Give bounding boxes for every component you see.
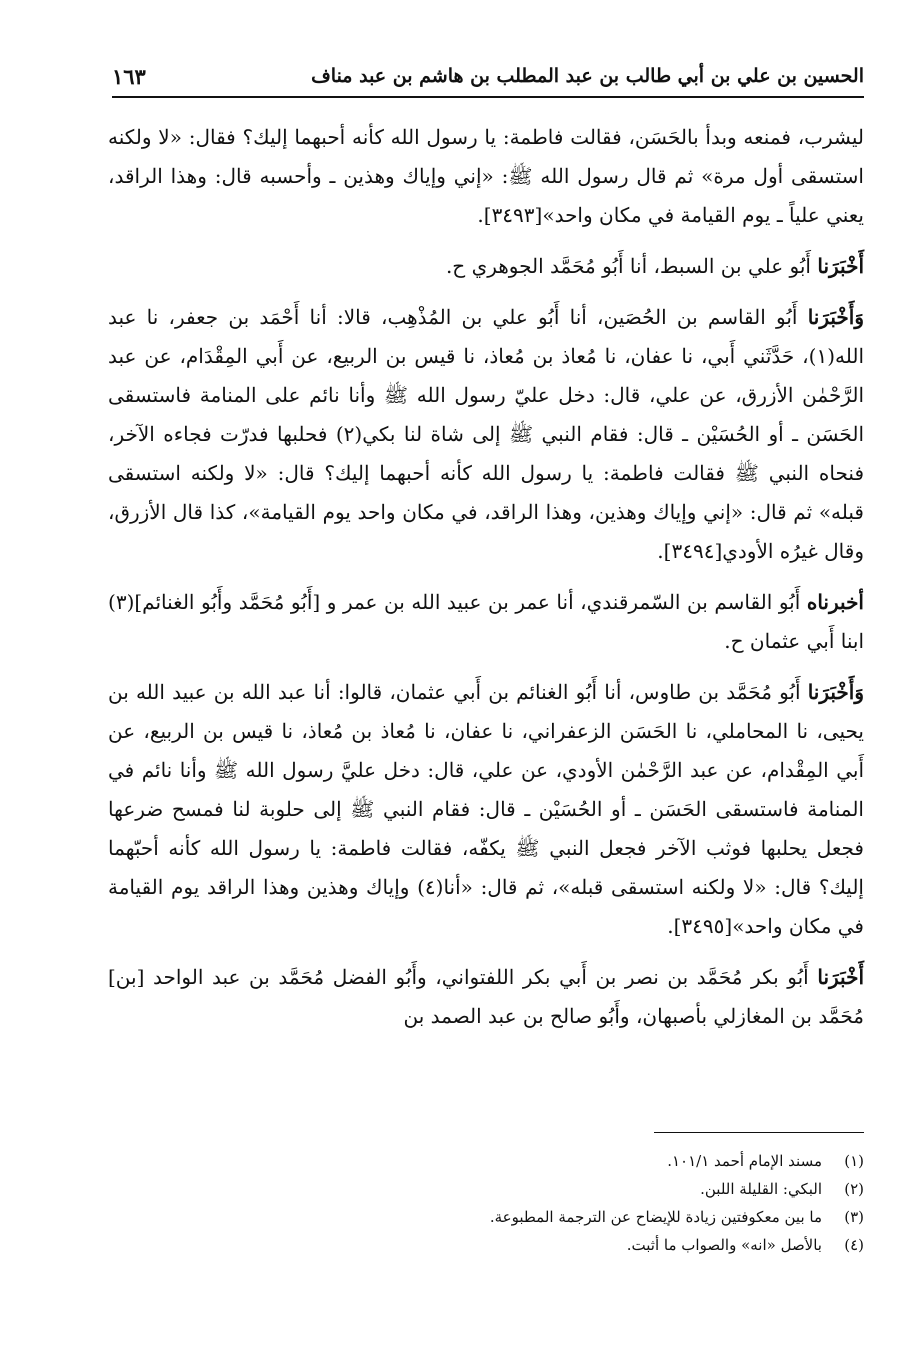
paragraph (108, 298, 864, 571)
page-number: ١٦٣ (112, 63, 146, 89)
footnote (112, 1231, 864, 1259)
paragraph-text: أَبُو مُحَمَّد بن طاوس، أنا أَبُو الغنائم بن أَبي عثمان، قالوا: أنا عبد الله بن عبيد الله بن يحيى، نا المحاملي، نا الحَسَن الزعفراني، نا عفان، نا مُعاذ بن مُعاذ، نا قيس بن الربيع، عن أَبي المِقْدام، عن عبد الرَّحْمٰن الأودي، عن علي، قال: دخل عليَّ رسول الله ﷺ وأنا نائم في المنامة فاستسقى الحَسَن ـ أو الحُسَيْن ـ قال: فقام النبي ﷺ إلى حلوبة لنا فمسح ضرعها فجعل يحلبها فوثب الآخر فجعل النبي ﷺ يكفّه، فقالت فاطمة: يا رسول الله كأنه أحبّهما إليك؟ قال: «لا ولكنه استسقى قبله»، ثم قال: «أنا(٤) وإياك وهذين وهذا الراقد يوم القيامة في مكان واحد»[٣٤٩٥]. (108, 680, 864, 938)
footnote-number: (٢) (844, 1180, 864, 1198)
footnote-text: بالأصل «انه» والصواب ما أثبت. (626, 1236, 822, 1254)
paragraph-lead: أَخْبَرَنا (817, 965, 864, 989)
paragraph-text: أَبُو بكر مُحَمَّد بن نصر بن أَبي بكر اللفتواني، وأَبُو الفضل مُحَمَّد بن عبد الواحد [بن] مُحَمَّد بن المغازلي بأصبهان، وأَبُو صالح بن عبد الصمد بن (108, 965, 864, 1028)
running-title: الحسين بن علي بن أبي طالب بن عبد المطلب بن هاشم بن عبد مناف (311, 65, 864, 87)
paragraph-text: أَبُو القاسم بن الحُصَين، أنا أَبُو علي بن المُذْهِب، قالا: أنا أَحْمَد بن جعفر، نا عبد الله(١)، حَدَّثَني أَبي، نا عفان، نا مُعاذ بن مُعاذ، نا قيس بن الربيع، عن أَبي المِقْدَام، عن عبد الرَّحْمٰن الأزرق، عن علي، قال: دخل عليّ رسول الله ﷺ وأنا نائم على المنامة فاستسقى الحَسَن ـ أو الحُسَيْن ـ قال: فقام النبي ﷺ إلى شاة لنا بكي(٢) فحلبها فدرّت فجاءه الآخر، فنحاه النبي ﷺ فقالت فاطمة: يا رسول الله كأنه أحبهما إليك؟ قال: «لا ولكنه استسقى قبله» ثم قال: «إني وإياك وهذين، وهذا الراقد، في مكان واحد يوم القيامة»، كذا قال الأزرق، وقال غيرُه الأودي[٣٤٩٤]. (108, 305, 864, 563)
paragraph-text: ليشرب، فمنعه وبدأ بالحَسَن، فقالت فاطمة: يا رسول الله كأنه أحبهما إليك؟ فقال: «لا ولكنه استسقى أول مرة» ثم قال رسول الله ﷺ: «إني وإياك وهذين ـ وأحسبه قال: وهذا الراقد، يعني علياً ـ يوم القيامة في مكان واحد»[٣٤٩٣]. (108, 125, 864, 227)
footnotes (112, 1132, 864, 1259)
footnote (112, 1203, 864, 1231)
paragraph (108, 118, 864, 235)
footnote-divider (654, 1132, 864, 1133)
footnote (112, 1175, 864, 1203)
paragraph (108, 583, 864, 661)
main-text (108, 118, 864, 1048)
footnote-number: (٤) (844, 1236, 864, 1254)
paragraph (108, 673, 864, 946)
paragraph-lead: أَخْبَرَنا (817, 254, 864, 278)
paragraph-lead: وَأَخْبَرَنا (807, 305, 864, 329)
paragraph-text: أَبُو القاسم بن السّمرقندي، أنا عمر بن عبيد الله بن عمر و [أَبُو مُحَمَّد وأَبُو الغنائم](٣) ابنا أَبي عثمان ح. (108, 590, 864, 653)
footnote-text: مسند الإمام أحمد ١٠١/١. (667, 1152, 822, 1170)
paragraph (108, 958, 864, 1036)
paragraph-lead: أخبرناه (806, 590, 864, 614)
footnote-text: ما بين معكوفتين زيادة للإيضاح عن الترجمة المطبوعة. (489, 1208, 822, 1226)
footnote-number: (٣) (844, 1208, 864, 1226)
paragraph-text: أَبُو علي بن السبط، أنا أَبُو مُحَمَّد الجوهري ح. (445, 254, 818, 278)
footnote-text: البكي: القليلة اللبن. (700, 1180, 822, 1198)
paragraph-lead: وَأَخْبَرَنا (807, 680, 864, 704)
footnote (112, 1147, 864, 1175)
running-header (112, 56, 864, 98)
paragraph (108, 247, 864, 286)
footnote-number: (١) (844, 1152, 864, 1170)
